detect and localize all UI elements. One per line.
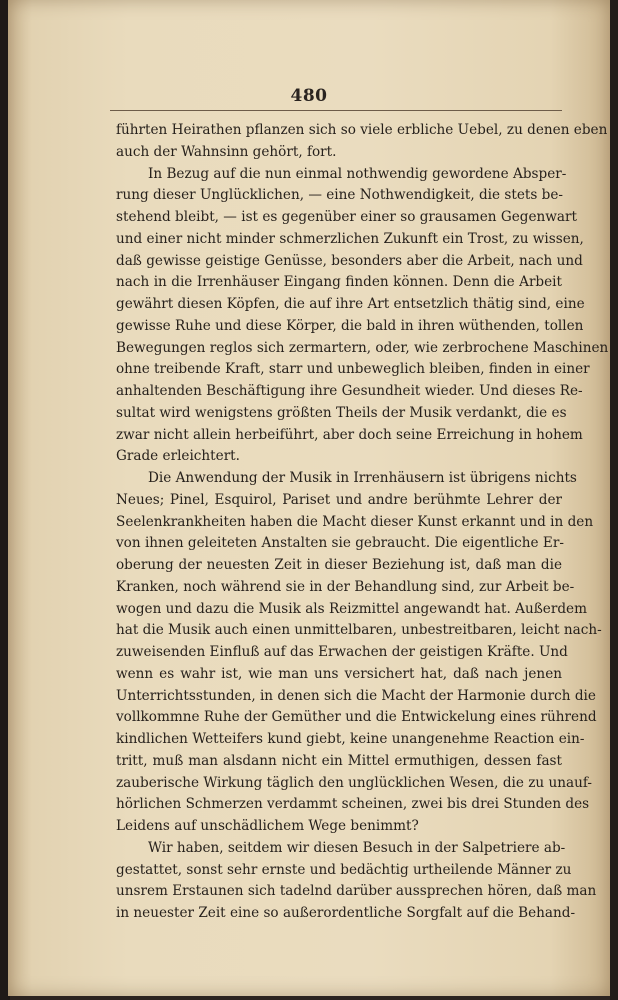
text-line: Unterrichtsstunden, in denen sich die Macht der Harmonie durch die: [116, 687, 596, 704]
text-line: gewährt diesen Köpfen, die auf ihre Art entsetzlich thätig sind, eine: [116, 296, 585, 312]
text-line: tritt, muß man alsdann nicht ein Mittel ermuthigen, dessen fast: [116, 752, 562, 769]
text-line: Seelenkrankheiten haben die Macht dieser Kunst erkannt und in den: [116, 513, 594, 530]
text-line: zuweisenden Einfluß auf das Erwachen der geistigen Kräfte. Und: [116, 644, 568, 660]
header-rule: [110, 110, 562, 111]
text-line: wenn es wahr ist, wie man uns versichert hat, daß nach jenen: [116, 665, 562, 682]
text-line: nach in die Irrenhäuser Eingang finden können. Denn die Arbeit: [116, 274, 562, 291]
book-page: [8, 0, 610, 996]
text-line: vollkommne Ruhe der Gemüther und die Entwickelung eines rührend: [116, 709, 597, 726]
text-line: führten Heirathen pflanzen sich so viele erbliche Uebel, zu denen eben: [116, 122, 608, 138]
text-line: Wir haben, seitdem wir diesen Besuch in der Salpetriere ab-: [148, 839, 566, 856]
scan-edge-right: [610, 0, 618, 1000]
text-line: unsrem Erstaunen sich tadelnd darüber aussprechen hören, daß man: [116, 883, 597, 900]
text-line: Die Anwendung der Musik in Irrenhäusern ist übrigens nichts: [148, 470, 577, 486]
text-line: wogen und dazu die Musik als Reizmittel angewandt hat. Außerdem: [116, 600, 587, 617]
text-line: von ihnen geleiteten Anstalten sie gebraucht. Die eigentliche Er-: [116, 535, 564, 552]
text-line: oberung der neuesten Zeit in dieser Beziehung ist, daß man die: [116, 557, 562, 573]
text-line: Grade erleichtert.: [116, 448, 240, 465]
text-line: ohne treibende Kraft, starr und unbeweglich bleiben, finden in einer: [116, 361, 590, 378]
text-line: hörlichen Schmerzen verdammt scheinen, zwei bis drei Stunden des: [116, 796, 590, 813]
text-line: und einer nicht minder schmerzlichen Zukunft ein Trost, zu wissen,: [116, 230, 584, 247]
text-line: rung dieser Unglücklichen, — eine Nothwendigkeit, die stets be-: [116, 187, 563, 204]
text-line: auch der Wahnsinn gehört, fort.: [116, 143, 337, 160]
text-line: gestattet, sonst sehr ernste und bedächtig urtheilende Männer zu: [116, 861, 572, 878]
text-line: anhaltenden Beschäftigung ihre Gesundheit wieder. Und dieses Re-: [116, 383, 583, 399]
body-text: [116, 120, 609, 925]
text-line: Kranken, noch während sie in der Behandlung sind, zur Arbeit be-: [116, 578, 575, 595]
text-line: hat die Musik auch einen unmittelbaren, unbestreitbaren, leicht nach-: [116, 622, 602, 639]
text-line: zauberische Wirkung täglich den unglücklichen Wesen, die zu unauf-: [116, 774, 592, 791]
text-line: Neues; Pinel, Esquirol, Pariset und andre berühmte Lehrer der: [116, 491, 562, 508]
page-number: 480: [290, 86, 328, 106]
text-line: zwar nicht allein herbeiführt, aber doch seine Erreichung in hohem: [116, 426, 583, 443]
text-line: Bewegungen reglos sich zermartern, oder, wie zerbrochene Maschinen: [116, 339, 609, 356]
text-line: sultat wird wenigstens größten Theils der Musik verdankt, die es: [116, 404, 567, 421]
text-line: in neuester Zeit eine so außerordentliche Sorgfalt auf die Behand-: [116, 905, 576, 921]
text-line: gewisse Ruhe und diese Körper, die bald in ihren wüthenden, tollen: [116, 317, 584, 334]
text-line: kindlichen Wetteifers kund giebt, keine unangenehme Reaction ein-: [116, 731, 585, 747]
text-line: daß gewisse geistige Genüsse, besonders aber die Arbeit, nach und: [116, 252, 583, 269]
text-line: Leidens auf unschädlichem Wege benimmt?: [116, 818, 419, 834]
text-line: stehend bleibt, — ist es gegenüber einer so grausamen Gegenwart: [116, 209, 577, 225]
text-line: In Bezug auf die nun einmal nothwendig gewordene Absper-: [148, 165, 567, 182]
